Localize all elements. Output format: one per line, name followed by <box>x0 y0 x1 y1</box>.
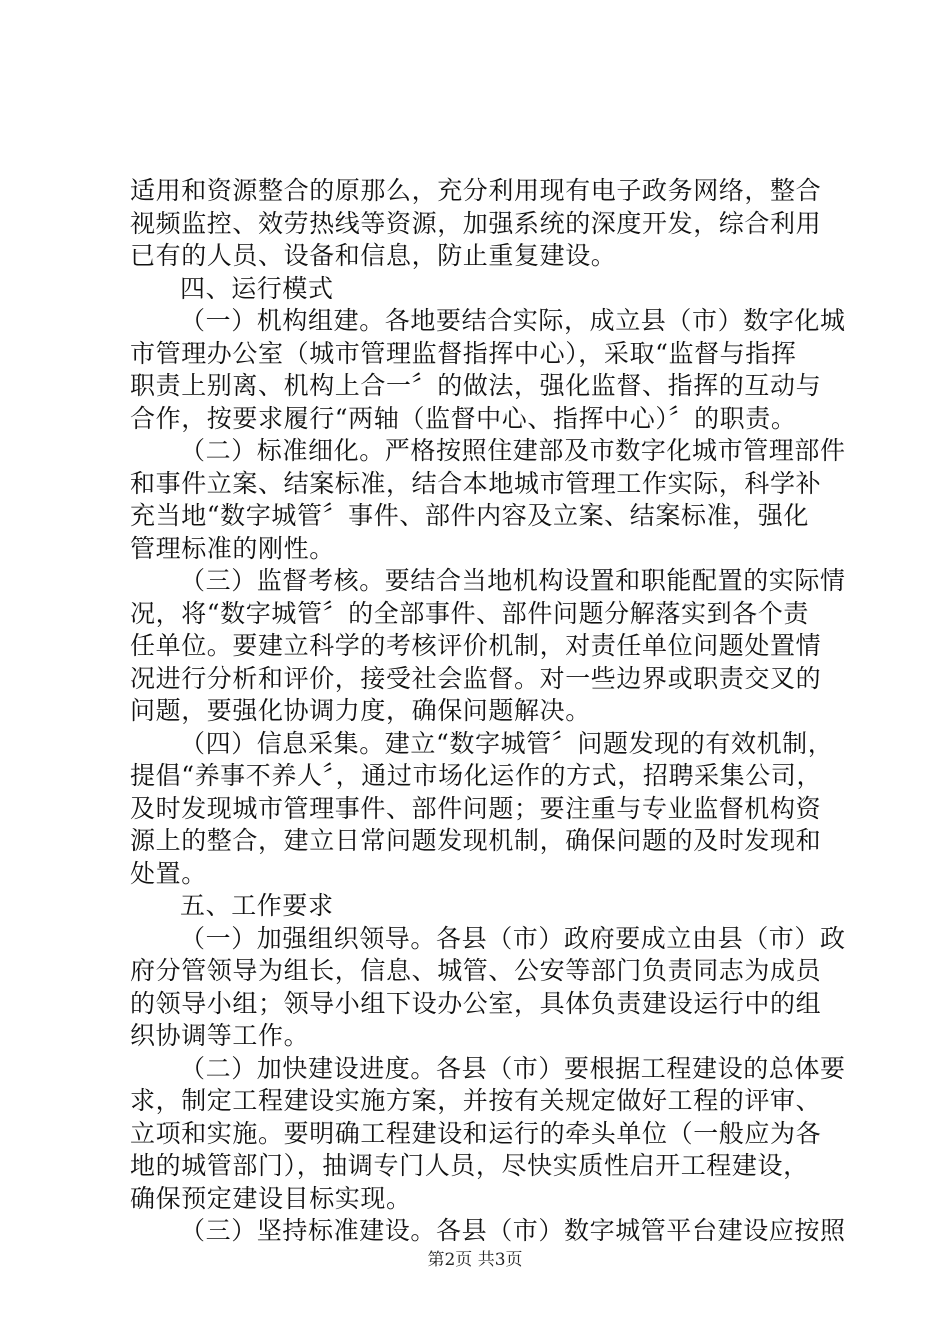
text-line: （一）加强组织领导。各县（市）政府要成立由县（市）政 <box>180 923 846 953</box>
text-line: （四）信息采集。建立“数字城管〞问题发现的有效机制， <box>180 728 834 758</box>
text-line: 问题，要强化协调力度，确保问题解决。 <box>130 696 591 725</box>
text-line: 和事件立案、结案标准，结合本地城市管理工作实际，科学补 <box>130 468 822 498</box>
text-line: （二）标准细化。严格按照住建部及市数字化城市管理部件 <box>180 436 846 465</box>
page-footer: 第2页 共3页 <box>427 1250 523 1270</box>
text-line: 视频监控、效劳热线等资源，加强系统的深度开发，综合利用 <box>130 208 822 238</box>
text-line: 及时发现城市管理事件、部件问题；要注重与专业监督机构资 <box>130 793 822 823</box>
text-line: 地的城管部门），抽调专门人员，尽快实质性启开工程建设， <box>130 1151 809 1180</box>
text-line: 市管理办公室（城市管理监督指挥中心），采取“监督与指挥 <box>130 338 797 368</box>
text-line: （三）坚持标准建设。各县（市）数字城管平台建设应按照 <box>180 1216 846 1245</box>
text-line: 况进行分析和评价，接受社会监督。对一些边界或职责交叉的 <box>130 663 822 693</box>
text-line: （一）机构组建。各地要结合实际，成立县（市）数字化城 <box>180 306 846 335</box>
text-line: 的领导小组；领导小组下设办公室，具体负责建设运行中的组 <box>130 988 822 1018</box>
text-line: 充当地“数字城管〞事件、部件内容及立案、结案标准，强化 <box>130 501 809 530</box>
text-line: 任单位。要建立科学的考核评价机制，对责任单位问题处置情 <box>130 631 822 660</box>
text-line: 源上的整合，建立日常问题发现机制，确保问题的及时发现和 <box>130 826 822 855</box>
text-line: （三）监督考核。要结合当地机构设置和职能配置的实际情 <box>180 566 846 595</box>
text-line: 确保预定建设目标实现。 <box>130 1183 412 1213</box>
document-body <box>130 175 846 1248</box>
text-line: 已有的人员、设备和信息，防止重复建设。 <box>130 241 617 270</box>
text-line: 五、工作要求 <box>180 891 334 920</box>
text-line: 立项和实施。要明确工程建设和运行的牵头单位（一般应为各 <box>130 1118 822 1148</box>
text-line: 况，将“数字城管〞的全部事件、部件问题分解落实到各个责 <box>130 598 809 628</box>
text-line: 适用和资源整合的原那么，充分利用现有电子政务网络，整合 <box>130 176 822 205</box>
text-line: 四、运行模式 <box>180 273 334 303</box>
text-line: 府分管领导为组长，信息、城管、公安等部门负责同志为成员 <box>130 956 822 985</box>
text-line: 管理标准的刚性。 <box>130 533 335 563</box>
text-line: （二）加快建设进度。各县（市）要根据工程建设的总体要 <box>180 1053 846 1083</box>
text-line: 织协调等工作。 <box>130 1021 310 1050</box>
text-line: 处置。 <box>130 858 207 888</box>
text-line: 提倡“养事不养人〞，通过市场化运作的方式，招聘采集公司， <box>130 761 823 790</box>
text-line: 求，制定工程建设实施方案，并按有关规定做好工程的评审、 <box>130 1086 822 1115</box>
text-line: 合作，按要求履行“两轴（监督中心、指挥中心）〞的职责。 <box>130 403 797 433</box>
text-line: 职责上别离、机构上合一〞的做法，强化监督、指挥的互动与 <box>130 371 822 400</box>
